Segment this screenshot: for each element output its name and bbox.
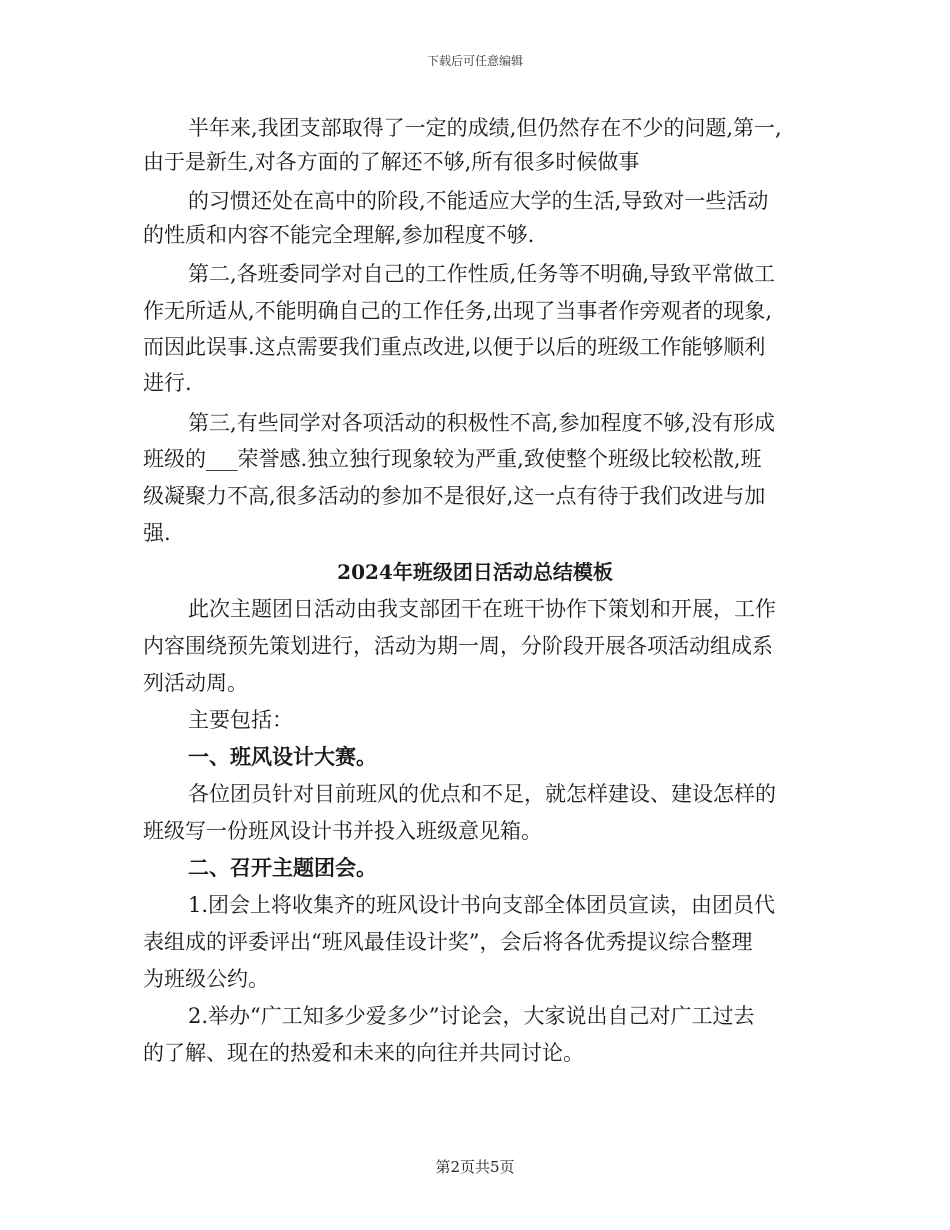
text-line: 进行. [143, 371, 192, 395]
section-title: 2024年班级团日活动总结模板 [337, 560, 613, 584]
text-line: 内容围绕预先策划进行，活动为期一周，分阶段开展各项活动组成系 [143, 634, 773, 658]
text-line: 1.团会上将收集齐的班风设计书向支部全体团员宣读，由团员代 [188, 893, 776, 917]
text-line: 表组成的评委评出“班风最佳设计奖”，会后将各优秀提议综合整理 [143, 930, 753, 954]
text-line: 此次主题团日活动由我支部团干在班干协作下策划和开展，工作 [188, 597, 776, 621]
text-line: 强. [143, 521, 171, 545]
page-number: 第2页共5页 [435, 1158, 515, 1176]
text-line: 的性质和内容不能完全理解,参加程度不够. [143, 223, 535, 247]
text-line: 列活动周。 [143, 671, 248, 695]
text-line: 班级的___荣誉感.独立独行现象较为严重,致使整个班级比较松散,班 [143, 447, 762, 471]
text-line: 的习惯还处在高中的阶段,不能适应大学的生活,导致对一些活动 [188, 189, 769, 213]
subheading: 一、班风设计大赛。 [188, 744, 377, 769]
text-line: 而因此误事.这点需要我们重点改进,以便于以后的班级工作能够顺利 [143, 335, 766, 359]
text-line: 半年来,我团支部取得了一定的成绩,但仍然存在不少的问题,第一, [188, 116, 782, 140]
text-line: 主要包括： [188, 708, 293, 732]
text-line: 各位团员针对目前班风的优点和不足，就怎样建设、建设怎样的 [188, 782, 776, 806]
subheading: 二、召开主题团会。 [188, 855, 377, 880]
text-line: 由于是新生,对各方面的了解还不够,所有很多时候做事 [143, 150, 640, 174]
text-line: 2.举办“广工知多少爱多少”讨论会，大家说出自己对广工过去 [188, 1004, 755, 1028]
text-line: 作无所适从,不能明确自己的工作任务,出现了当事者作旁观者的现象, [143, 299, 773, 323]
text-line: 班级写一份班风设计书并投入班级意见箱。 [143, 819, 542, 843]
text-line: 第三,有些同学对各项活动的积极性不高,参加程度不够,没有形成 [188, 411, 776, 435]
text-line: 级凝聚力不高,很多活动的参加不是很好,这一点有待于我们改进与加 [143, 484, 766, 508]
text-line: 的了解、现在的热爱和未来的向往并共同讨论。 [143, 1041, 584, 1065]
text-line: 第二,各班委同学对自己的工作性质,任务等不明确,导致平常做工 [188, 262, 776, 286]
page-header: 下载后可任意编辑 [426, 54, 523, 68]
text-line: 为班级公约。 [143, 967, 269, 991]
